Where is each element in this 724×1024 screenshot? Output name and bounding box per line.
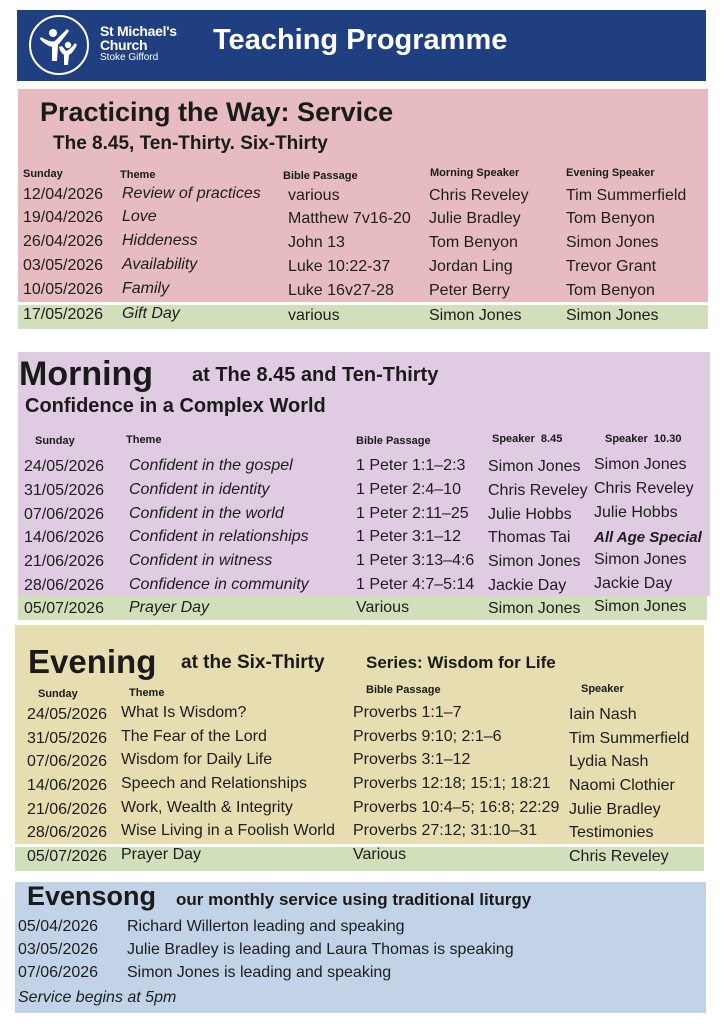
row-theme: Wise Living in a Foolish World [121,822,336,839]
row-theme: What Is Wisdom? [121,704,247,721]
row-theme: Work, Wealth & Integrity [121,799,293,816]
row-speaker: Julie Bradley [569,801,661,818]
church-name-line1: St Michael's [100,23,177,39]
morning-title: Morning [19,355,154,393]
row-speaker: Naomi Clothier [569,777,675,794]
church-location: Stoke Gifford [100,52,159,63]
row-speaker-845: Simon Jones [488,600,581,617]
practicing-subtitle: The 8.45, Ten-Thirty. Six-Thirty [53,133,328,154]
row-date: 24/05/2026 [24,458,105,475]
evening-subtitle: at the Six-Thirty [181,652,325,673]
row-passage: 1 Peter 3:13–4:6 [356,552,475,569]
row-speaker-845: Julie Hobbs [488,506,572,523]
col-header-sunday: Sunday [38,688,78,700]
row-theme: Confident in identity [129,481,270,498]
morning-subtitle: at The 8.45 and Ten-Thirty [192,364,439,386]
row-morning-speaker: Tom Benyon [429,234,518,251]
col-header-theme: Theme [120,169,156,181]
row-passage: Proverbs 10:4–5; 16:8; 22:29 [353,799,560,816]
row-date: 05/07/2026 [24,600,105,617]
row-morning-speaker: Jordan Ling [429,258,513,275]
church-name [100,24,177,63]
row-evening-speaker: Tom Benyon [566,282,655,299]
row-date: 07/06/2026 [24,506,105,523]
row-date: 14/06/2026 [24,529,105,546]
row-passage: Luke 10:22-37 [288,258,391,275]
col-header-morning-speaker: Morning Speaker [430,167,520,179]
evening-series: Series: Wisdom for Life [366,653,556,672]
row-description: Julie Bradley is leading and Laura Thomas is speaking [127,941,514,958]
evensong-note: Service begins at 5pm [18,989,177,1006]
row-speaker-1030: Julie Hobbs [594,504,678,521]
row-theme: Speech and Relationships [121,775,307,792]
row-morning-speaker: Julie Bradley [429,210,521,227]
row-date: 24/05/2026 [27,706,108,723]
row-speaker: Lydia Nash [569,753,649,770]
church-name-line2: Church [100,37,148,53]
row-theme: Confident in the world [129,505,284,522]
row-theme: Availability [122,256,198,273]
col-header-theme: Theme [129,687,165,699]
row-passage: Proverbs 1:1–7 [353,704,462,721]
morning-series: Confidence in a Complex World [25,395,326,417]
row-evening-speaker: Trevor Grant [566,258,657,275]
church-logo-icon [29,15,89,75]
row-evening-speaker: Tom Benyon [566,210,655,227]
row-speaker-845: Thomas Tai [488,529,571,546]
row-speaker-1030: Simon Jones [594,598,687,615]
evensong-title: Evensong [27,881,157,911]
row-passage: John 13 [288,234,345,251]
row-theme: Review of practices [122,185,261,202]
row-date: 21/06/2026 [24,553,105,570]
col-header-passage: Bible Passage [366,684,441,696]
row-speaker-1030: Jackie Day [594,575,673,592]
row-passage: Proverbs 12:18; 15:1; 18:21 [353,775,551,792]
row-passage: Proverbs 9:10; 2:1–6 [353,728,502,745]
row-theme: Confident in witness [129,552,273,569]
col-header-sunday: Sunday [23,168,63,180]
row-evening-speaker: Tim Summerfield [566,187,687,204]
row-date: 03/05/2026 [18,941,99,958]
col-header-theme: Theme [126,434,162,446]
row-theme: Family [122,280,170,297]
row-speaker: Tim Summerfield [569,730,690,747]
row-passage: 1 Peter 2:4–10 [356,481,461,498]
row-passage: 1 Peter 2:11–25 [356,505,469,522]
row-date: 05/07/2026 [27,848,108,865]
row-date: 05/04/2026 [18,918,99,935]
row-passage: 1 Peter 1:1–2:3 [356,457,466,474]
row-passage: Various [353,846,407,863]
row-theme: Confident in the gospel [129,457,293,474]
row-theme: Hiddeness [122,232,198,249]
row-speaker: Chris Reveley [569,848,669,865]
row-description: Simon Jones is leading and speaking [127,964,392,981]
row-speaker: Iain Nash [569,706,637,723]
row-description: Richard Willerton leading and speaking [127,918,405,935]
page-title: Teaching Programme [213,24,508,56]
row-speaker-845: Simon Jones [488,458,581,475]
row-theme: Wisdom for Daily Life [121,751,273,768]
row-date: 17/05/2026 [23,306,104,323]
row-passage: Proverbs 3:1–12 [353,751,471,768]
practicing-title: Practicing the Way: Service [40,97,394,127]
row-passage: various [288,187,340,204]
row-date: 28/06/2026 [24,577,105,594]
row-speaker-1030: All Age Special [594,529,702,546]
col-header-speaker-845: Speaker 8.45 [492,433,563,445]
row-speaker-1030: Simon Jones [594,551,687,568]
col-header-passage: Bible Passage [356,435,431,447]
row-passage: Matthew 7v16-20 [288,210,411,227]
row-date: 31/05/2026 [27,730,108,747]
row-passage: various [288,307,340,324]
row-passage: Various [356,599,410,616]
row-speaker-845: Simon Jones [488,553,581,570]
row-theme: Prayer Day [129,599,210,616]
row-speaker-845: Chris Reveley [488,482,588,499]
col-header-passage: Bible Passage [283,170,358,182]
row-date: 07/06/2026 [27,753,108,770]
evensong-subtitle: our monthly service using traditional liturgy [176,890,532,909]
row-date: 21/06/2026 [27,801,108,818]
col-header-sunday: Sunday [35,435,75,447]
row-evening-speaker: Simon Jones [566,307,659,324]
row-date: 28/06/2026 [27,824,108,841]
row-theme: Prayer Day [121,846,202,863]
row-date: 14/06/2026 [27,777,108,794]
evening-title: Evening [28,643,157,680]
row-passage: 1 Peter 3:1–12 [356,528,461,545]
row-date: 12/04/2026 [23,186,104,203]
row-passage: Luke 16v27-28 [288,282,394,299]
row-date: 10/05/2026 [23,281,104,298]
row-speaker-845: Jackie Day [488,577,567,594]
row-morning-speaker: Peter Berry [429,282,510,299]
row-theme: Confident in relationships [129,528,309,545]
row-passage: Proverbs 27:12; 31:10–31 [353,822,538,839]
row-evening-speaker: Simon Jones [566,234,659,251]
row-passage: 1 Peter 4:7–5:14 [356,576,475,593]
row-theme: The Fear of the Lord [121,728,267,745]
row-theme: Confidence in community [129,576,309,593]
row-date: 07/06/2026 [18,964,99,981]
row-date: 26/04/2026 [23,233,104,250]
row-theme: Love [122,208,157,225]
row-morning-speaker: Simon Jones [429,307,522,324]
row-speaker-1030: Chris Reveley [594,480,694,497]
row-speaker-1030: Simon Jones [594,456,687,473]
col-header-evening-speaker: Evening Speaker [566,167,655,179]
row-date: 03/05/2026 [23,257,104,274]
row-speaker: Testimonies [569,824,654,841]
header-banner [17,10,706,81]
row-morning-speaker: Chris Reveley [429,187,529,204]
col-header-speaker-1030: Speaker 10.30 [605,433,682,445]
row-date: 31/05/2026 [24,482,105,499]
col-header-speaker: Speaker [581,683,624,695]
row-theme: Gift Day [122,305,180,322]
row-date: 19/04/2026 [23,209,104,226]
